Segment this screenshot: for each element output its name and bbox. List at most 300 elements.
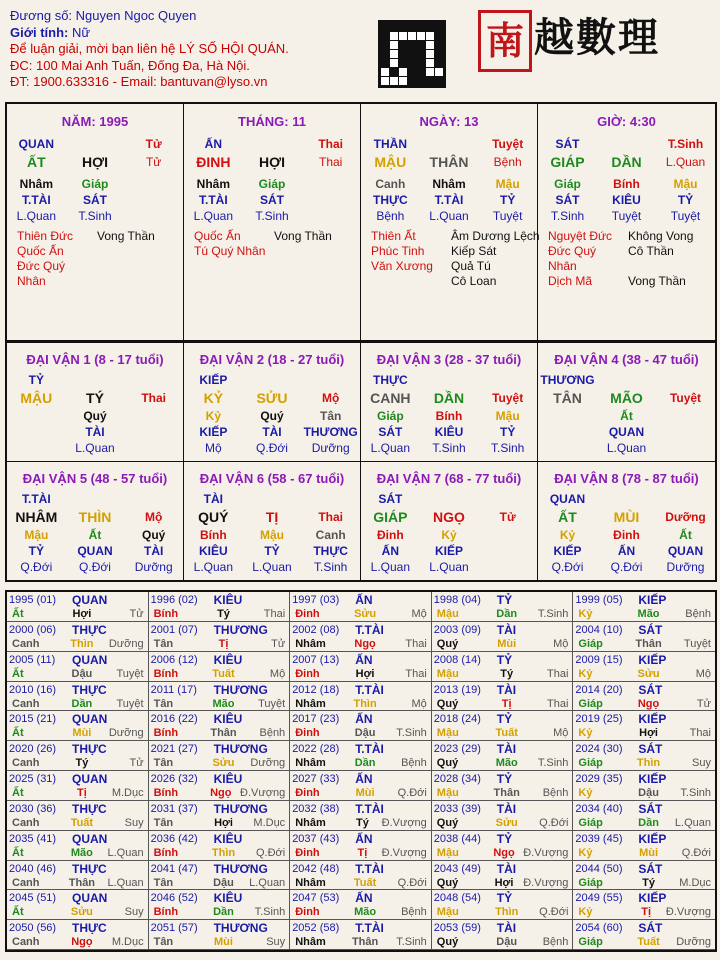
qr-code-icon[interactable] — [378, 20, 446, 88]
year-phase: T.Sinh — [680, 787, 711, 799]
year-stem: Mậu — [436, 608, 459, 620]
hidden-stem-item: Mậu — [259, 528, 284, 542]
hidden-stem-item: Bính — [435, 409, 463, 423]
hidden-stem-column — [66, 176, 125, 224]
hidden-stem-item: T.Sinh — [550, 209, 585, 223]
dai-van-cell — [361, 461, 538, 580]
hidden-stem-item: Giáp — [258, 177, 286, 191]
year-cell — [7, 801, 149, 831]
hidden-stem-column — [66, 527, 125, 575]
dai-van-phase: Mộ — [145, 510, 163, 524]
hidden-stem-item: ẤN — [381, 544, 399, 558]
year-label: 2041 (47) — [150, 862, 198, 875]
dai-van-hidden-stems — [7, 408, 183, 456]
year-cell — [149, 711, 291, 741]
year-ten-god: SÁT — [638, 622, 663, 637]
year-phase: Bệnh — [542, 936, 569, 949]
year-branch: Sửu — [70, 906, 93, 919]
year-ten-god: TÀI — [496, 622, 517, 637]
hidden-stem-item: Quý — [141, 528, 166, 542]
year-header-row — [7, 623, 148, 637]
year-pillar-row — [7, 637, 148, 651]
hidden-stem-column — [184, 408, 243, 456]
hidden-stem-column — [124, 527, 183, 575]
year-ten-god: KIẾP — [638, 712, 667, 727]
pillar-stem-branch-row — [7, 152, 183, 172]
year-branch: Hợi — [494, 876, 514, 889]
hidden-stem-item: Giáp — [376, 409, 404, 423]
year-branch: Dần — [71, 697, 93, 710]
hidden-stem-item: Tuyệt — [492, 209, 523, 223]
year-stem: Giáp — [578, 876, 603, 889]
hidden-stem-column — [361, 176, 420, 224]
pillar-stem-branch-row — [361, 152, 537, 172]
hidden-stem-item: KIÊU — [434, 425, 464, 439]
dai-van-ten-god: TỶ — [28, 373, 44, 387]
dai-van-branch: THÌN — [78, 509, 112, 525]
hidden-stem-item: Mậu — [495, 409, 520, 423]
hidden-stem-item: SÁT — [555, 193, 580, 207]
year-ten-god: TỶ — [496, 593, 513, 607]
year-cell — [149, 890, 291, 920]
hidden-stem-column — [656, 176, 715, 224]
year-pillar-row — [149, 607, 290, 621]
hidden-stem-column — [301, 527, 360, 575]
hidden-stem-item: Quý — [260, 409, 284, 423]
year-header-row — [7, 832, 148, 846]
year-label: 2009 (15) — [575, 653, 623, 666]
year-cell — [432, 890, 574, 920]
year-header-row — [7, 772, 148, 786]
hidden-stem-item: T.TÀI — [21, 193, 51, 207]
year-ten-god: QUAN — [72, 772, 108, 786]
year-branch: Mão — [637, 608, 660, 620]
year-label: 2023 (29) — [433, 743, 481, 756]
year-phase: Mộ — [269, 667, 286, 680]
year-header-row — [573, 593, 715, 607]
shensha-star: Không Vong — [628, 229, 694, 243]
hidden-stem-column — [7, 176, 66, 224]
year-label: 2027 (33) — [292, 773, 340, 785]
year-phase: Suy — [124, 906, 144, 919]
year-label: 2021 (27) — [150, 743, 198, 756]
shensha-star: Tú Quý Nhân — [194, 244, 266, 258]
year-branch: Sửu — [354, 608, 377, 620]
year-ten-god: TỶ — [496, 891, 513, 906]
year-branch: Ngọ — [637, 697, 660, 710]
hidden-stem-column — [597, 527, 656, 575]
year-branch: Hợi — [72, 608, 92, 620]
shensha-star: Đức Quý Nhân — [548, 244, 597, 273]
year-cell — [7, 741, 149, 771]
year-cell — [432, 622, 574, 652]
year-stem: Nhâm — [295, 697, 326, 710]
year-cell — [573, 890, 715, 920]
dai-van-ten-god-row — [7, 491, 183, 507]
year-pillar-row — [432, 846, 573, 860]
year-stem: Giáp — [578, 637, 603, 650]
hidden-stem-item: Q.Đới — [610, 560, 643, 574]
year-branch: Mùi — [355, 787, 375, 799]
year-cell — [149, 920, 291, 950]
hidden-stem-item: Q.Đới — [79, 560, 111, 574]
shensha-star — [371, 274, 451, 289]
year-cell — [432, 831, 574, 861]
year-pillar-row — [7, 786, 148, 800]
hidden-stem-item: T.Sinh — [432, 441, 466, 455]
year-ten-god: KIÊU — [213, 831, 243, 846]
dai-van-phase: Tử — [499, 510, 516, 524]
pillar-ten-god-row — [7, 136, 183, 152]
year-cell — [149, 861, 291, 891]
year-pillar-row — [432, 756, 573, 770]
year-header-row — [432, 862, 573, 876]
dai-van-branch: MÙI — [613, 509, 640, 525]
year-ten-god: THỰC — [72, 801, 107, 816]
hidden-stem-item: L.Quan — [606, 441, 647, 455]
year-pillar-row — [573, 756, 715, 770]
year-phase: M.Dục — [253, 816, 286, 829]
hidden-stem-item: T.TÀI — [434, 193, 464, 207]
year-pillar-row — [573, 697, 715, 711]
hidden-stem-item: L.Quan — [75, 441, 115, 455]
dai-van-branch: MÃO — [610, 390, 643, 406]
year-branch: Dần — [354, 757, 376, 770]
year-branch: Mão — [70, 846, 93, 859]
pillar-ten-god: THẦN — [373, 137, 407, 151]
hidden-stem-item: Kỷ — [205, 409, 221, 423]
year-ten-god: KIÊU — [213, 652, 243, 667]
pillar-stem-branch-row — [184, 152, 360, 172]
year-header-row — [573, 802, 715, 816]
shensha-star: Phúc Tinh — [371, 244, 425, 258]
year-cell — [290, 861, 432, 891]
hidden-stem-item: Dưỡng — [134, 560, 173, 574]
year-label: 1999 (05) — [575, 594, 623, 606]
four-pillars-panel — [5, 102, 717, 342]
year-phase: Tuyệt — [116, 667, 144, 680]
hidden-stem-column — [243, 408, 302, 456]
year-header-row — [432, 653, 573, 667]
hidden-stem-item: Tuyệt — [670, 209, 701, 223]
year-cell — [290, 771, 432, 801]
year-stem: Đinh — [295, 608, 320, 620]
year-pillar-row — [290, 726, 431, 740]
year-cell — [149, 741, 291, 771]
dai-van-header: ĐẠI VẬN 5 (48 - 57 tuổi) — [22, 471, 168, 486]
dai-van-ten-god-row — [538, 491, 715, 507]
year-header-row — [573, 921, 715, 935]
year-header-row — [290, 772, 431, 786]
year-label: 2000 (06) — [9, 623, 57, 636]
year-pillar-row — [432, 697, 573, 711]
year-ten-god: T.TÀI — [355, 801, 384, 816]
pillar-ten-god: QUAN — [18, 137, 54, 151]
year-pillar-row — [432, 667, 573, 681]
year-stem: Canh — [12, 637, 40, 650]
pillar-shensha — [194, 229, 364, 259]
year-phase: Đ.Vượng — [381, 816, 427, 829]
pillar-stem-branch: GIÁP — [550, 154, 585, 170]
pillar-header: NGÀY: 13 — [419, 114, 479, 129]
year-label: 2025 (31) — [9, 773, 57, 785]
year-header-row — [149, 891, 290, 905]
year-header-row — [290, 593, 431, 607]
year-pillar-row — [149, 726, 290, 740]
hidden-stem-column — [124, 176, 183, 224]
year-label: 2026 (32) — [150, 773, 198, 785]
dai-van-ten-god: QUAN — [549, 492, 586, 506]
year-phase: Tuyệt — [683, 637, 711, 650]
year-branch: Thìn — [495, 906, 519, 919]
year-ten-god: T.TÀI — [355, 921, 384, 936]
year-cell — [432, 652, 574, 682]
hidden-stem-item: Ất — [88, 528, 102, 542]
year-header-row — [7, 921, 148, 935]
year-header-row — [290, 712, 431, 726]
year-phase: Mộ — [553, 727, 569, 740]
year-pillar-row — [432, 726, 573, 740]
year-phase: Suy — [692, 757, 711, 770]
subject-name-line: Đương số: Nguyen Ngoc Quyen — [10, 8, 197, 23]
year-header-row — [149, 712, 290, 726]
year-cell — [290, 890, 432, 920]
year-header-row — [149, 653, 290, 667]
dai-van-phase: Mộ — [322, 391, 340, 405]
year-phase: T.Sinh — [396, 727, 427, 740]
year-pillar-row — [573, 876, 715, 890]
year-label: 2049 (55) — [575, 892, 623, 905]
year-cell — [7, 920, 149, 950]
year-cell — [573, 682, 715, 712]
year-phase: Bệnh — [401, 757, 427, 770]
dai-van-ten-god-row — [184, 372, 360, 388]
year-phase: Tử — [696, 697, 711, 710]
year-stem: Nhâm — [295, 876, 326, 889]
year-header-row — [149, 862, 290, 876]
shensha-star — [274, 244, 364, 259]
year-ten-god: THỰC — [72, 622, 107, 637]
year-header-row — [573, 772, 715, 786]
year-ten-god: TỶ — [496, 772, 513, 786]
year-stem: Giáp — [578, 936, 603, 949]
year-header-row — [573, 623, 715, 637]
dai-van-stem-branch-row — [538, 507, 715, 527]
year-label: 2050 (56) — [9, 922, 57, 935]
year-stem: Giáp — [578, 816, 603, 829]
year-branch: Tuất — [353, 876, 377, 889]
year-ten-god: KIẾP — [638, 593, 667, 607]
dai-van-stem: GIÁP — [373, 509, 408, 525]
year-header-row — [7, 683, 148, 697]
year-phase: Mộ — [553, 637, 569, 650]
year-branch: Dần — [496, 608, 518, 620]
year-ten-god: THƯƠNG — [213, 861, 268, 876]
year-ten-god: THỰC — [72, 861, 107, 876]
hidden-stem-item: QUAN — [77, 544, 113, 558]
pillar-ten-god-row — [538, 136, 715, 152]
dai-van-ten-god: T.TÀI — [21, 492, 51, 506]
client-info — [10, 8, 380, 91]
year-ten-god: THỰC — [72, 921, 107, 936]
dai-van-ten-god: THỰC — [373, 373, 408, 387]
year-phase: Thai — [405, 637, 427, 650]
year-label: 1996 (02) — [150, 594, 198, 606]
year-stem: Mậu — [436, 727, 459, 740]
year-ten-god: T.TÀI — [355, 742, 384, 757]
year-pillar-row — [290, 667, 431, 681]
contact-line-3: ĐT: 1900.633316 - Email: bantuvan@lyso.vn — [10, 74, 268, 89]
year-ten-god: TÀI — [496, 861, 517, 876]
year-label: 2001 (07) — [150, 623, 198, 636]
hidden-stem-item: QUAN — [667, 544, 704, 558]
shensha-star: Cô Loan — [451, 274, 497, 288]
hidden-stem-item: Mộ — [204, 441, 222, 455]
year-stem: Ất — [12, 906, 24, 919]
year-label: 2030 (36) — [9, 802, 57, 815]
year-label: 2043 (49) — [433, 862, 481, 875]
year-label: 2038 (44) — [433, 832, 481, 845]
year-phase: Mộ — [411, 608, 427, 620]
year-cell — [7, 592, 149, 622]
year-header-row — [432, 712, 573, 726]
year-stem: Nhâm — [295, 757, 326, 770]
year-branch: Thân — [68, 876, 96, 889]
hidden-stem-item: KIÊU — [612, 193, 641, 207]
year-ten-god: KIẾP — [638, 772, 667, 786]
year-branch: Sửu — [637, 667, 660, 680]
year-phase: M.Dục — [111, 787, 144, 799]
year-ten-god: SÁT — [638, 682, 663, 697]
year-phase: Đ.Vượng — [665, 906, 711, 919]
year-pillar-row — [149, 667, 290, 681]
year-stem: Đinh — [295, 667, 320, 680]
hidden-stem-item: KIẾP — [434, 544, 463, 558]
year-stem: Đinh — [295, 846, 320, 859]
dai-van-header: ĐẠI VẬN 1 (8 - 17 tuổi) — [26, 352, 164, 367]
year-label: 2047 (53) — [292, 892, 340, 905]
dai-van-ten-god-row — [361, 372, 537, 388]
year-header-row — [149, 802, 290, 816]
contact-line-1: Để luận giải, mời bạn liên hệ LÝ SỐ HỘI QUÁN. — [10, 41, 289, 56]
year-pillar-row — [432, 816, 573, 830]
hidden-stem-item: Tuyệt — [611, 209, 642, 223]
pillar-stem-branch: ẤT — [26, 154, 46, 170]
year-ten-god: T.TÀI — [355, 861, 384, 876]
shensha-star: Âm Dương Lệch — [451, 229, 540, 243]
year-header-row — [149, 921, 290, 935]
year-branch: Mão — [212, 697, 235, 710]
hidden-stem-item: ẤN — [617, 544, 636, 558]
year-ten-god: KIẾP — [638, 831, 667, 846]
year-branch: Mùi — [72, 727, 92, 740]
year-label: 2037 (43) — [292, 832, 340, 845]
year-pillar-row — [7, 846, 148, 860]
hidden-stem-item: Giáp — [554, 177, 581, 191]
year-label: 2039 (45) — [575, 832, 623, 845]
year-phase: Dưỡng — [250, 757, 286, 770]
year-pillar-row — [149, 816, 290, 830]
hidden-stem-item: L.Quan — [370, 441, 411, 455]
dai-van-header: ĐẠI VẬN 6 (58 - 67 tuổi) — [199, 471, 345, 486]
year-branch: Tý — [642, 876, 655, 889]
year-branch: Tị — [357, 846, 368, 859]
dai-van-panel — [5, 342, 717, 582]
year-stem: Canh — [12, 876, 40, 889]
year-phase: Tử — [129, 608, 144, 620]
year-stem: Bính — [153, 846, 179, 859]
dai-van-stem-branch-row — [184, 507, 360, 527]
year-header-row — [432, 921, 573, 935]
year-branch: Tuất — [212, 667, 235, 680]
year-label: 2048 (54) — [433, 892, 481, 905]
year-ten-god: QUAN — [72, 652, 108, 667]
year-stem: Canh — [12, 757, 40, 770]
year-cell — [149, 652, 291, 682]
pillar-shensha — [371, 229, 541, 289]
year-cell — [573, 801, 715, 831]
year-phase: T.Sinh — [396, 936, 427, 949]
year-phase: Q.Đới — [539, 816, 569, 829]
year-cell — [290, 831, 432, 861]
year-branch: Tuất — [70, 816, 94, 829]
year-branch: Ngọ — [210, 787, 232, 799]
year-pillar-row — [290, 816, 431, 830]
pillar-phase: L.Quan — [665, 155, 706, 169]
year-phase: T.Sinh — [254, 906, 286, 919]
hidden-stem-item: L.Quan — [370, 560, 411, 574]
shensha-star: Kiếp Sát — [451, 244, 497, 258]
year-header-row — [432, 891, 573, 905]
hidden-stem-item: TỶ — [264, 544, 280, 558]
year-ten-god: THƯƠNG — [213, 921, 268, 936]
hidden-stem-item: Q.Đới — [256, 441, 288, 455]
year-phase: Tử — [129, 757, 144, 770]
hidden-stem-column — [656, 527, 715, 575]
year-ten-god: TÀI — [496, 801, 517, 816]
shensha-star: Quả Tú — [451, 259, 491, 273]
hidden-stem-item: T.Sinh — [78, 209, 112, 223]
year-branch: Thân — [493, 787, 520, 799]
dai-van-phase: Thai — [318, 510, 343, 524]
year-stem: Quý — [436, 936, 459, 949]
dai-van-stem: KỶ — [203, 390, 224, 406]
year-cell — [7, 890, 149, 920]
year-pillar-row — [573, 816, 715, 830]
year-stem: Mậu — [436, 667, 459, 680]
year-phase: Q.Đới — [681, 846, 711, 859]
hidden-stem-column — [66, 408, 125, 456]
year-header-row — [573, 891, 715, 905]
year-pillar-row — [573, 726, 715, 740]
year-phase: Q.Đới — [397, 876, 427, 889]
year-stem: Quý — [436, 757, 459, 770]
pillar-stem-branch-row — [538, 152, 715, 172]
dai-van-cell — [184, 342, 361, 461]
hidden-stem-item: T.TÀI — [198, 193, 228, 207]
year-cell — [432, 920, 574, 950]
dai-van-cell — [538, 461, 715, 580]
year-label: 2014 (20) — [575, 683, 623, 696]
year-pillar-row — [290, 756, 431, 770]
year-branch: Tý — [500, 667, 514, 680]
year-header-row — [149, 593, 290, 607]
year-stem: Canh — [12, 936, 40, 949]
year-cell — [7, 622, 149, 652]
year-stem: Ất — [12, 667, 24, 680]
year-stem: Giáp — [578, 757, 603, 770]
dai-van-header: ĐẠI VẬN 8 (78 - 87 tuổi) — [554, 471, 699, 486]
